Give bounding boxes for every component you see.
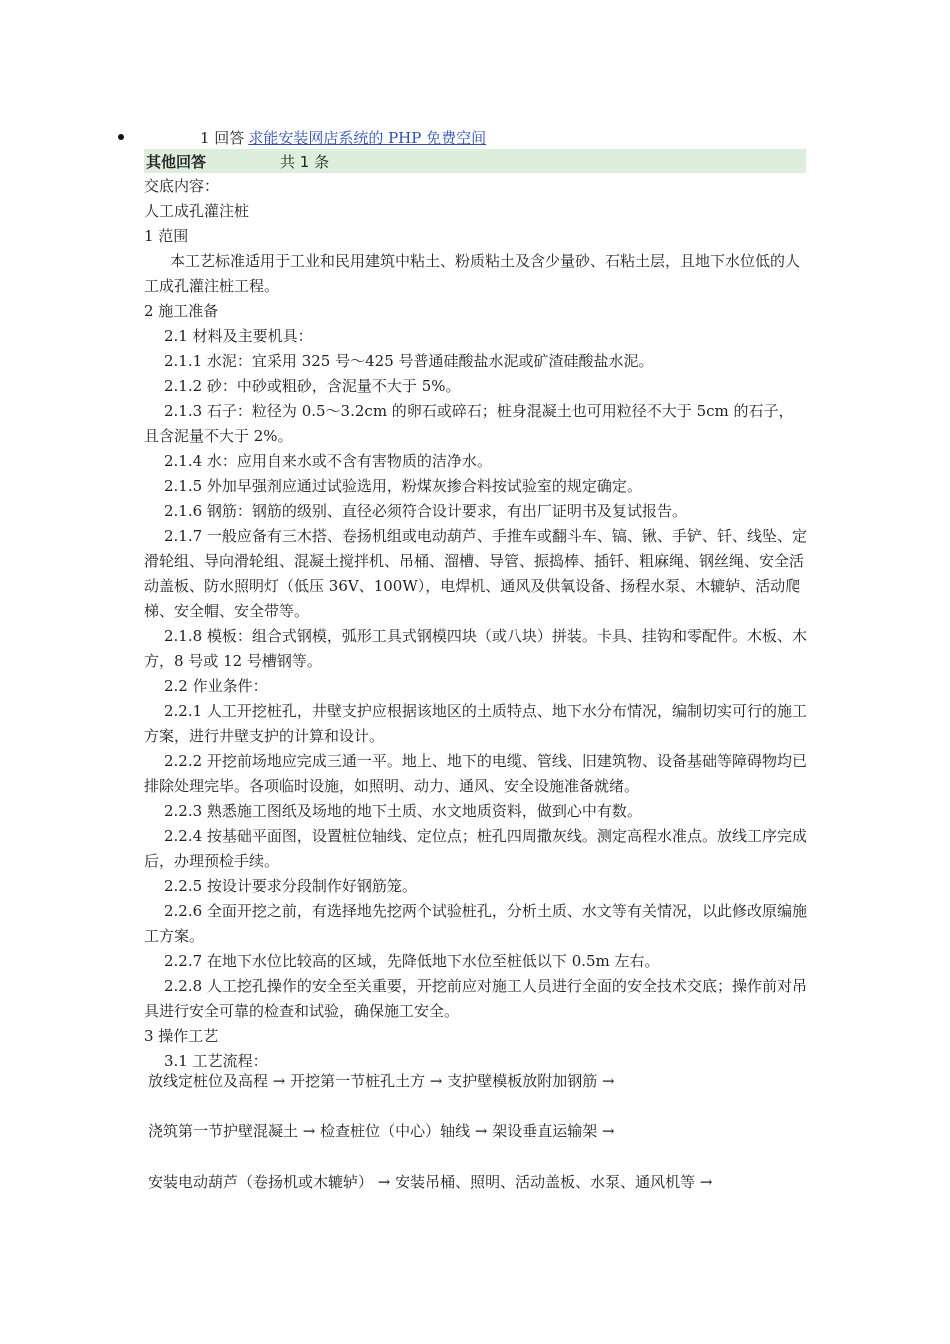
- body-paragraph: 2 施工准备: [144, 302, 219, 320]
- body-paragraph: 2.1.7 一般应备有三木搭、卷扬机组或电动葫芦、手推车或翻斗车、镐、锹、手铲、钎、线坠、定滑轮组、导向滑轮组、混凝土搅拌机、吊桶、溜槽、导管、振捣棒、插钎、粗麻绳、钢丝绳、安全活动盖板、防水照明灯（低压 36V、100W），电焊机、通风及供氧设备、扬程水泵、木辘轳、活动爬梯、安全帽、安全带等。: [144, 527, 807, 620]
- other-answers-bar: [144, 149, 806, 173]
- body-paragraph: 本工艺标准适用于工业和民用建筑中粘土、粉质粘土及含少量砂、石粘土层，且地下水位低的人工成孔灌注桩工程。: [144, 252, 801, 295]
- body-paragraph: 2.2.2 开挖前场地应完成三通一平。地上、地下的电缆、管线、旧建筑物、设备基础等障碍物均已排除处理完毕。各项临时设施，如照明、动力、通风、安全设施准备就绪。: [144, 752, 807, 795]
- body-paragraph: 2.1 材料及主要机具：: [164, 327, 313, 345]
- other-answers-label: 其他回答: [146, 152, 207, 171]
- body-paragraph: 2.1.3 石子：粒径为 0.5～3.2cm 的卵石或碎石；桩身混凝土也可用粒径不大于 5cm 的石子，且含泥量不大于 2%。: [144, 402, 794, 445]
- body-paragraph: 3.1 工艺流程：: [164, 1052, 268, 1070]
- flow-step-line: 安装电动葫芦（卷扬机或木辘轳） → 安装吊桶、照明、活动盖板、水泵、通风机等 →: [148, 1173, 713, 1191]
- flow-step-line: 浇筑第一节护壁混凝土 → 检查桩位（中心）轴线 → 架设垂直运输架 →: [148, 1122, 615, 1140]
- body-paragraph: 2.1.5 外加早强剂应通过试验选用，粉煤灰掺合料按试验室的规定确定。: [164, 477, 642, 495]
- body-paragraph: 3 操作工艺: [144, 1027, 219, 1045]
- body-paragraph: 2.1.4 水：应用自来水或不含有害物质的洁净水。: [164, 452, 492, 470]
- answer-count: 1 回答: [200, 128, 245, 147]
- body-paragraph: 2.2.5 按设计要求分段制作好钢筋笼。: [164, 877, 417, 895]
- body-paragraph: 2.2.6 全面开挖之前，有选择地先挖两个试验桩孔，分析土质、水文等有关情况，以此修改原编施工方案。: [144, 902, 807, 945]
- body-paragraph: 人工成孔灌注桩: [144, 202, 250, 220]
- answer-list-item: [118, 126, 818, 148]
- answer-body: [144, 174, 808, 1074]
- body-paragraph: 2.2.3 熟悉施工图纸及场地的地下土质、水文地质资料，做到心中有数。: [164, 802, 642, 820]
- body-paragraph: 2.2.8 人工挖孔操作的安全至关重要，开挖前应对施工人员进行全面的安全技术交底；操作前对吊具进行安全可靠的检查和试验，确保施工安全。: [144, 977, 807, 1020]
- body-paragraph: 交底内容：: [144, 177, 220, 195]
- body-paragraph: 2.1.1 水泥：宜采用 325 号～425 号普通硅酸盐水泥或矿渣硅酸盐水泥。: [164, 352, 654, 370]
- body-paragraph: 1 范围: [144, 227, 189, 245]
- body-paragraph: 2.2.7 在地下水位比较高的区域，先降低地下水位至桩低以下 0.5m 左右。: [164, 952, 660, 970]
- body-paragraph: 2.2.1 人工开挖桩孔，井壁支护应根据该地区的土质特点、地下水分布情况，编制切实可行的施工方案，进行井壁支护的计算和设计。: [144, 702, 807, 745]
- body-paragraph: 2.1.6 钢筋：钢筋的级别、直径必须符合设计要求，有出厂证明书及复试报告。: [164, 502, 687, 520]
- flow-step-line: 放线定桩位及高程 → 开挖第一节桩孔土方 → 支护壁模板放附加钢筋 →: [148, 1072, 615, 1090]
- question-link[interactable]: 求能安装网店系统的 PHP 免费空间: [248, 128, 487, 147]
- body-paragraph: 2.2 作业条件：: [164, 677, 268, 695]
- other-answers-total: 共 1 条: [280, 152, 330, 171]
- bullet-icon: [118, 134, 124, 140]
- body-paragraph: 2.2.4 按基础平面图，设置桩位轴线、定位点；桩孔四周撒灰线。测定高程水准点。放线工序完成后，办理预检手续。: [144, 827, 807, 870]
- body-paragraph: 2.1.8 模板：组合式钢模，弧形工具式钢模四块（或八块）拼装。卡具、挂钩和零配件。木板、木方，8 号或 12 号槽钢等。: [144, 627, 807, 670]
- body-paragraph: 2.1.2 砂：中砂或粗砂，含泥量不大于 5%。: [164, 377, 461, 395]
